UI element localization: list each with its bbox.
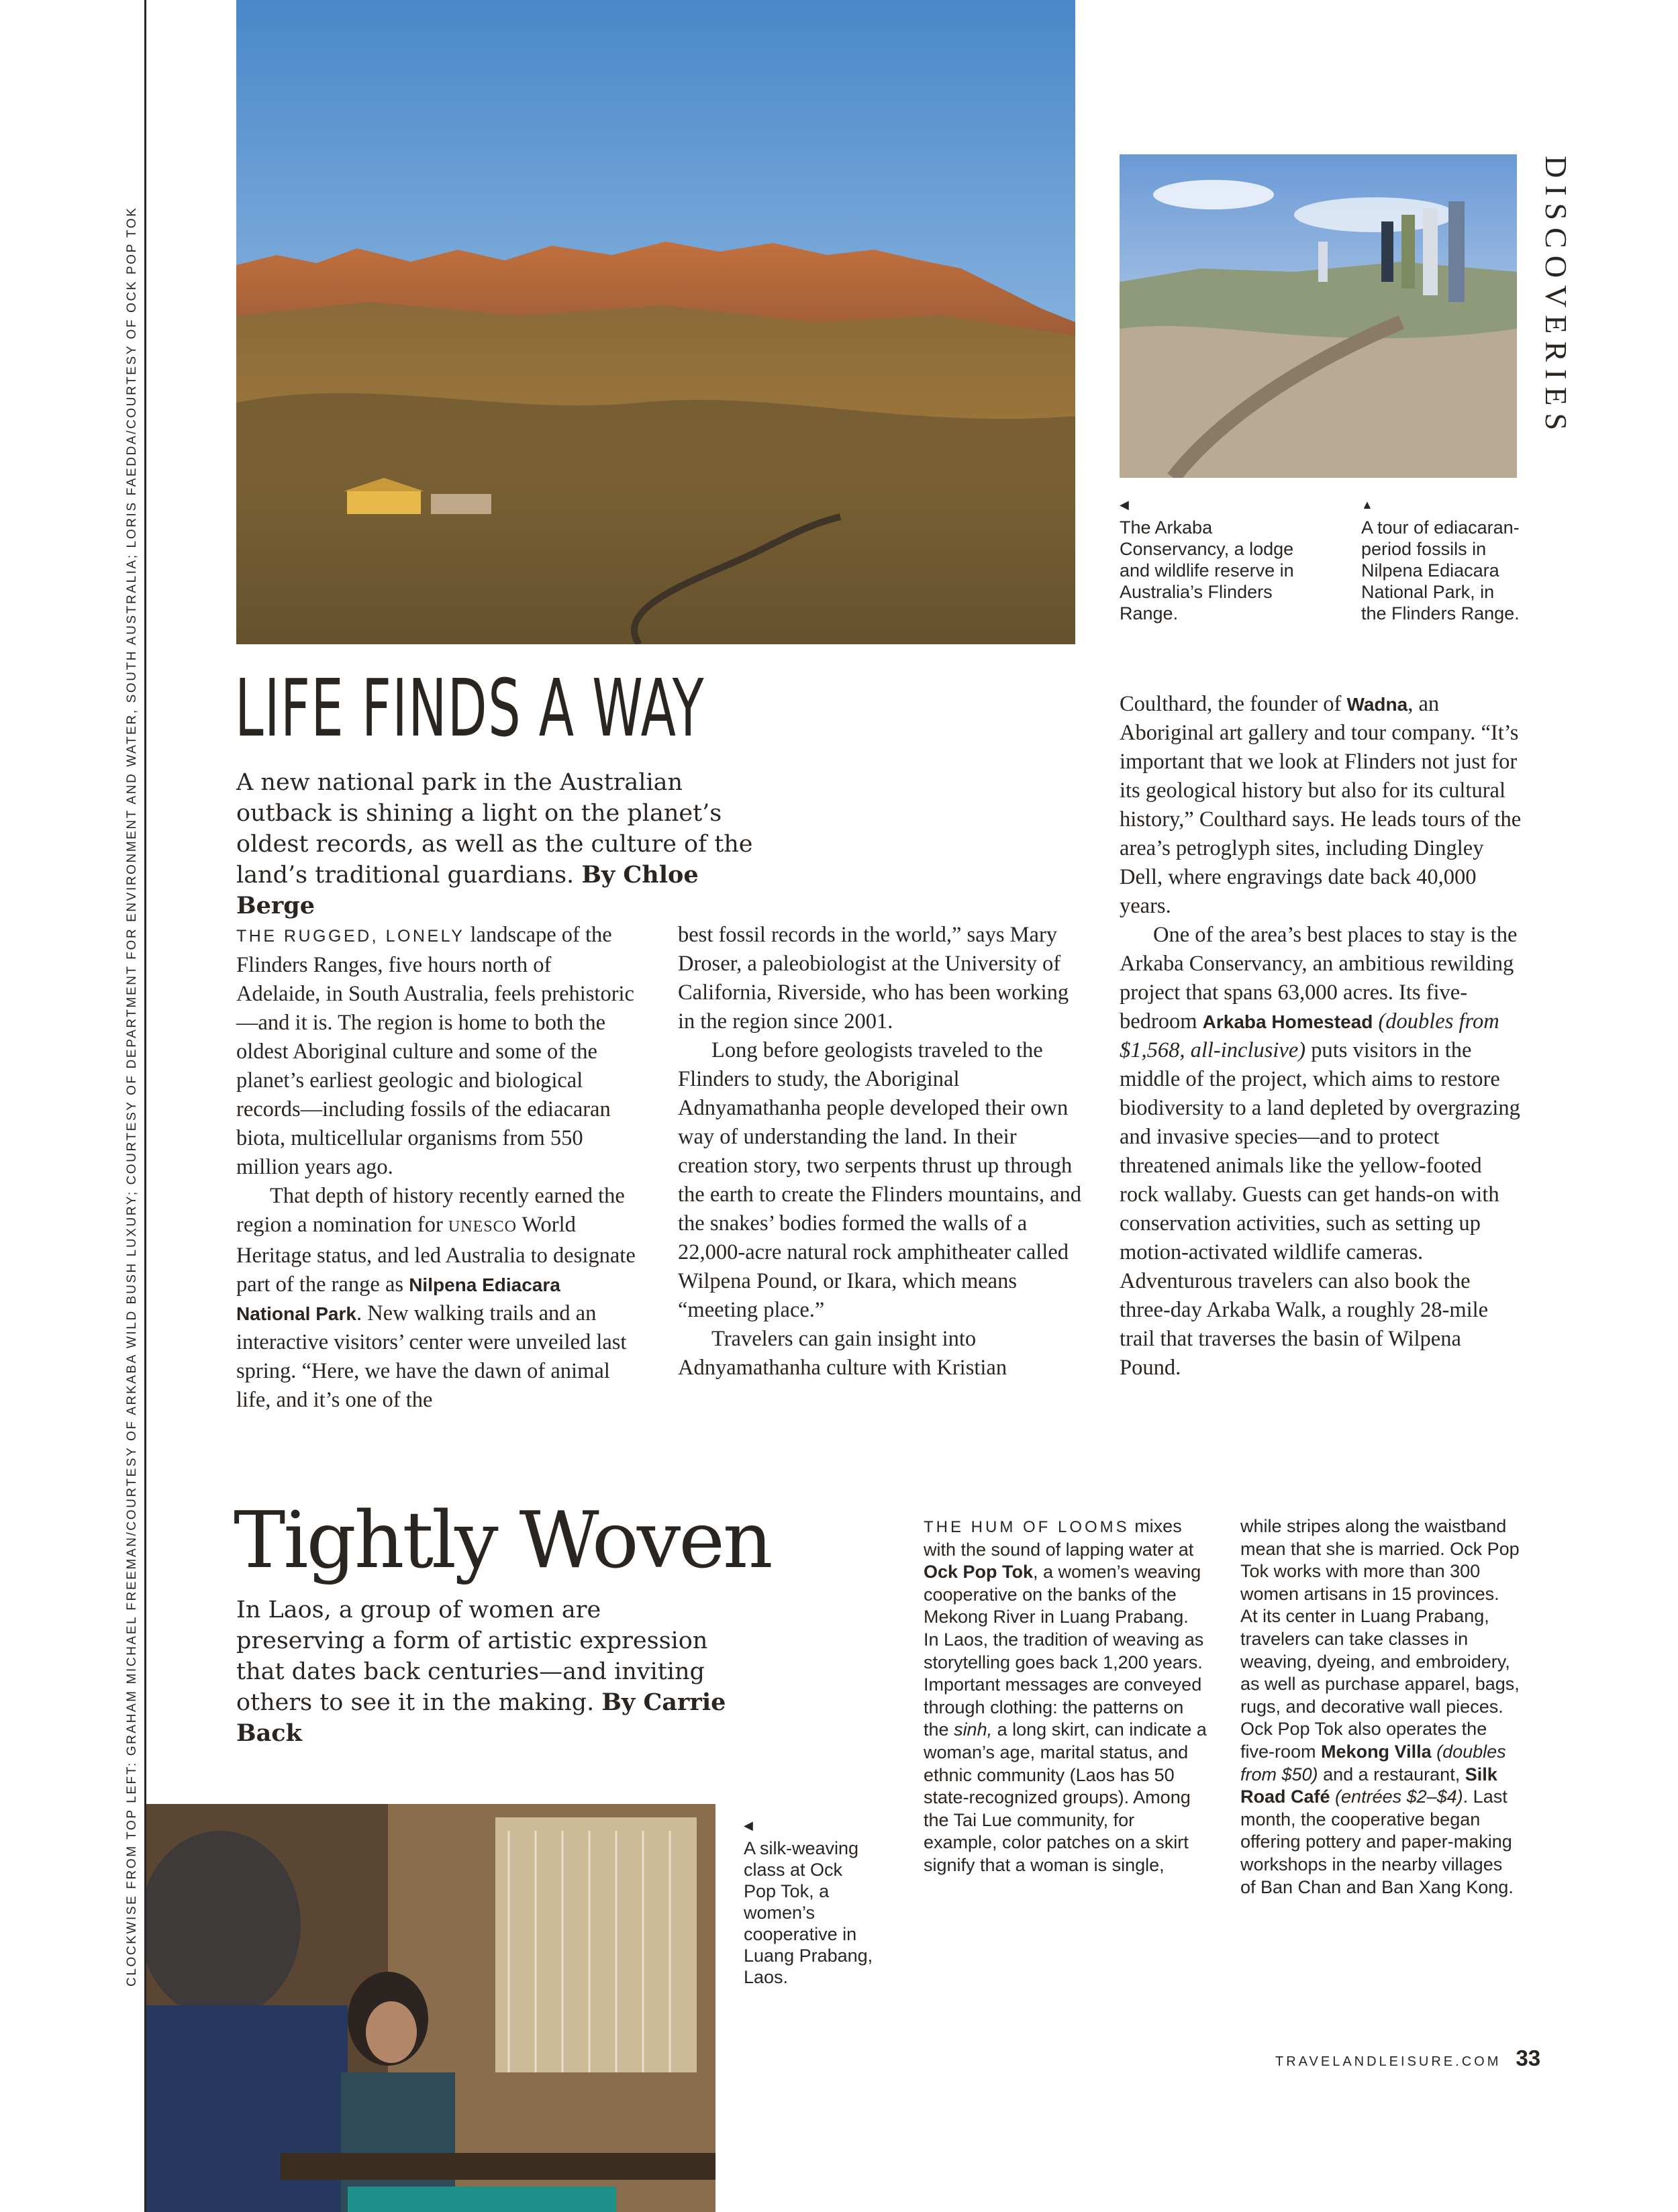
page-number: 33: [1516, 2046, 1541, 2070]
article1-paragraph: One of the area’s best places to stay is the Arkaba Conservancy, an ambitious rewilding project that spans 63,000 acres. Its five-bedroom: [1120, 923, 1518, 1034]
article1-paragraph: Long before geologists traveled to the Flinders to study, the Aboriginal Adnyamathanha people developed their own way of understanding the land. In their creation story, two serpents thrust up through the earth to create the Flinders mountains, and the snakes’ bodies formed the walls of a 22,000-acre natural rock amphitheater called Wilpena Pound, or Ikara, which means “meeting place.”: [678, 1038, 1082, 1322]
fossil-tour-photo: [1120, 154, 1517, 478]
article1-dek-text: A new national park in the Australian outback is shining a light on the planet’s oldest records, as well as the culture of the land’s traditional guardians.: [236, 769, 753, 889]
cafe-price: (entrées $2–$4): [1335, 1787, 1463, 1807]
section-label: DISCOVERIES: [1539, 156, 1573, 438]
article1-headline: LIFE FINDS A WAY: [235, 662, 705, 754]
unesco-label: UNESCO: [448, 1218, 517, 1236]
caption-arkaba: [1120, 497, 1294, 624]
photo-credit: CLOCKWISE FROM TOP LEFT: GRAHAM MICHAEL FREEMAN/COURTESY OF ARKABA WILD BUSH LUXURY; COURTESY OF DEPARTMENT FOR ENVIRONMENT AND WATER, SOUTH AUSTRALIA; LORIS FAEDDA/COURTESY OF OCK POP TOK: [125, 206, 139, 1987]
article1-column-2: [678, 921, 1084, 1382]
caption-silk-text: A silk-weaving class at Ock Pop Tok, a women’s cooperative in Luang Prabang, Laos.: [744, 1838, 873, 1987]
article1-paragraph: , an Aboriginal art gallery and tour company. “It’s important that we look at Flinders not just for its geological history but also for its cultural history,” Coulthard says. He leads tours of the area’s petroglyph sites, including Dingley Dell, where engravings date back 40,000 years.: [1120, 692, 1522, 918]
article2-paragraph: and a restaurant,: [1323, 1764, 1461, 1784]
article2-paragraph: a long skirt, can indicate a woman’s age, marital status, and ethnic community (Laos has 50 state-recognized groups). Among the Tai Lue community, for example, color patches on a skirt signify that a woman is single,: [924, 1719, 1207, 1875]
site-url: TRAVELANDLEISURE.COM: [1275, 2054, 1501, 2069]
article1-dek: [236, 767, 767, 921]
article2-dek-text: In Laos, a group of women are preserving a form of artistic expression that dates back centuries—and inviting others to see it in the making.: [236, 1597, 708, 1716]
article1-paragraph: landscape of the Flinders Ranges, five hours north of Adelaide, in South Australia, feels prehistoric—and it is. The region is home to both the oldest Aboriginal culture and some of the planet’s earliest geologic and biological records—including fossils of the ediacaran biota, multicellular organisms from 550 million years ago.: [236, 923, 634, 1179]
caption-arrow-left-icon: ◀: [1120, 498, 1129, 511]
silk-weaving-photo: [146, 1804, 715, 2212]
article1-paragraph: That depth of history recently earned the region a nomination for: [236, 1184, 625, 1237]
wadna-name: Wadna: [1346, 694, 1408, 715]
page-footer: [1275, 2046, 1540, 2071]
caption-arrow-left-icon: ◀: [744, 1819, 753, 1832]
homestead-name: Arkaba Homestead: [1202, 1011, 1373, 1032]
flinders-ranges-photo: [236, 0, 1075, 644]
article2-paragraph: . Last month, the cooperative began offering pottery and paper-making workshops in the nearby villages of Ban Chan and Ban Xang Kong.: [1240, 1787, 1514, 1897]
article1-lead-in: THE RUGGED, LONELY: [236, 927, 465, 946]
park-name: Nilpena Ediacara National Park: [236, 1274, 560, 1324]
homestead-price: (doubles from $1,568, all-inclusive): [1120, 1009, 1499, 1062]
article2-column-2: [1240, 1515, 1522, 1899]
sinh-term: sinh,: [954, 1719, 993, 1740]
article1-paragraph: puts visitors in the middle of the project, which aims to restore biodiversity to a land depleted by overgrazing and invasive species—and to protect threatened animals like the yellow-footed rock wallaby. Guests can get hands-on with conservation activities, such as setting up motion-activated wildlife cameras. Adventurous travelers can also book the three-day Arkaba Walk, a roughly 28-mile trail that traverses the basin of Wilpena Pound.: [1120, 1038, 1520, 1380]
ock-pop-tok-name: Ock Pop Tok: [924, 1562, 1034, 1582]
silk-road-cafe-name: Silk Road Café: [1240, 1764, 1497, 1807]
article2-paragraph: , a women’s weaving cooperative on the banks of the Mekong River in Luang Prabang. In Laos, the tradition of weaving as storytelling goes back 1,200 years. Important messages are conveyed through clothing: the patterns on the: [924, 1562, 1204, 1740]
article2-byline: By Carrie Back: [236, 1689, 726, 1747]
article2-column-1: [924, 1515, 1207, 1877]
caption-fossils: [1361, 497, 1522, 624]
villa-price: (doubles from $50): [1240, 1741, 1506, 1784]
article1-paragraph: Coulthard, the founder of: [1120, 692, 1342, 716]
article2-paragraph: mixes with the sound of lapping water at: [924, 1516, 1194, 1560]
article1-paragraph: best fossil records in the world,” says Mary Droser, a paleobiologist at the University of California, Riverside, who has been working in the region since 2001.: [678, 923, 1069, 1034]
article1-byline: By Chloe Berge: [236, 861, 699, 919]
caption-fossils-text: A tour of ediacaran-period fossils in Nilpena Ediacara National Park, in the Flinders Range.: [1361, 517, 1520, 623]
caption-silk: [744, 1817, 878, 1988]
article1-paragraph: World Heritage status, and led Australia to designate part of the range as: [236, 1213, 636, 1297]
article2-lead-in: THE HUM OF LOOMS: [924, 1518, 1130, 1536]
article1-paragraph: . New walking trails and an interactive visitors’ center were unveiled last spring. “Here, we have the dawn of animal life, and it’s one of the: [236, 1301, 627, 1412]
article1-column-3: [1120, 690, 1522, 1382]
article2-paragraph: At its center in Luang Prabang, travelers can take classes in weaving, dyeing, and embroidery, as well as purchase apparel, bags, rugs, and decorative wall pieces. Ock Pop Tok also operates the five-room: [1240, 1606, 1520, 1762]
article2-dek: [236, 1595, 726, 1749]
article2-paragraph: while stripes along the waistband mean that she is married. Ock Pop Tok works with more than 300 women artisans in 15 provinces.: [1240, 1516, 1520, 1604]
mekong-villa-name: Mekong Villa: [1321, 1741, 1432, 1762]
article1-column-1: [236, 921, 639, 1415]
article1-paragraph: Travelers can gain insight into Adnyamathanha culture with Kristian: [678, 1327, 1007, 1380]
caption-arrow-up-icon: ▲: [1361, 498, 1373, 511]
article2-headline: Tightly Woven: [234, 1495, 771, 1586]
caption-arkaba-text: The Arkaba Conservancy, a lodge and wildlife reserve in Australia’s Flinders Range.: [1120, 517, 1294, 623]
